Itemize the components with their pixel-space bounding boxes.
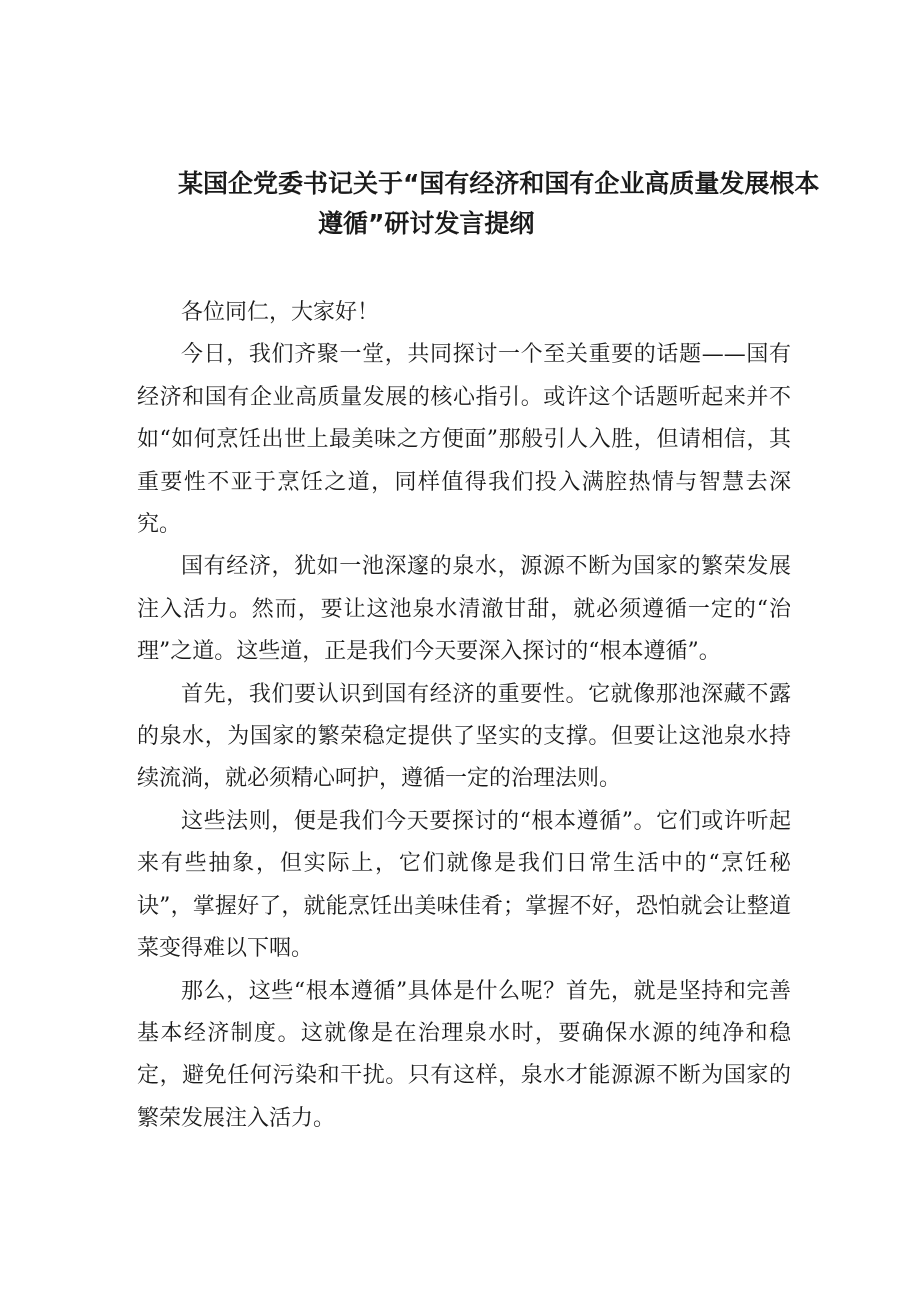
title-line-1: 某国企党委书记关于“国有经济和国有企业高质量发展根本 [178, 169, 820, 198]
greeting-paragraph: 各位同仁，大家好！ [181, 300, 380, 325]
title-line-2: 遵循”研讨发言提纲 [318, 209, 535, 238]
body-paragraph-4: 这些法则，便是我们今天要探讨的“根本遵循”。它们或许听起来有些抽象，但实际上，它们就像是我们日常生活中的“烹饪秘诀”，掌握好了，就能烹饪出美味佳肴；掌握不好，恐怕就会让整道菜变得难以下咽。 [137, 808, 791, 962]
body-paragraph-3: 首先，我们要认识到国有经济的重要性。它就像那池深藏不露的泉水，为国家的繁荣稳定提供了坚实的支撑。但要让这池泉水持续流淌，就必须精心呵护，遵循一定的治理法则。 [137, 681, 791, 792]
document-title [150, 164, 820, 244]
document-body [137, 292, 791, 1140]
body-paragraph-1: 今日，我们齐聚一堂，共同探讨一个至关重要的话题——国有经济和国有企业高质量发展的核心指引。或许这个话题听起来并不如“如何烹饪出世上最美味之方便面”那般引人入胜，但请相信，其重要性不亚于烹饪之道，同样值得我们投入满腔热情与智慧去深究。 [137, 342, 791, 538]
body-paragraph-5: 那么，这些“根本遵循”具体是什么呢？首先，就是坚持和完善基本经济制度。这就像是在治理泉水时，要确保水源的纯净和稳定，避免任何污染和干扰。只有这样，泉水才能源源不断为国家的繁荣发展注入活力。 [137, 978, 791, 1131]
body-paragraph-2: 国有经济，犹如一池深邃的泉水，源源不断为国家的繁荣发展注入活力。然而，要让这池泉水清澈甘甜，就必须遵循一定的“治理”之道。这些道，正是我们今天要深入探讨的“根本遵循”。 [137, 554, 791, 665]
